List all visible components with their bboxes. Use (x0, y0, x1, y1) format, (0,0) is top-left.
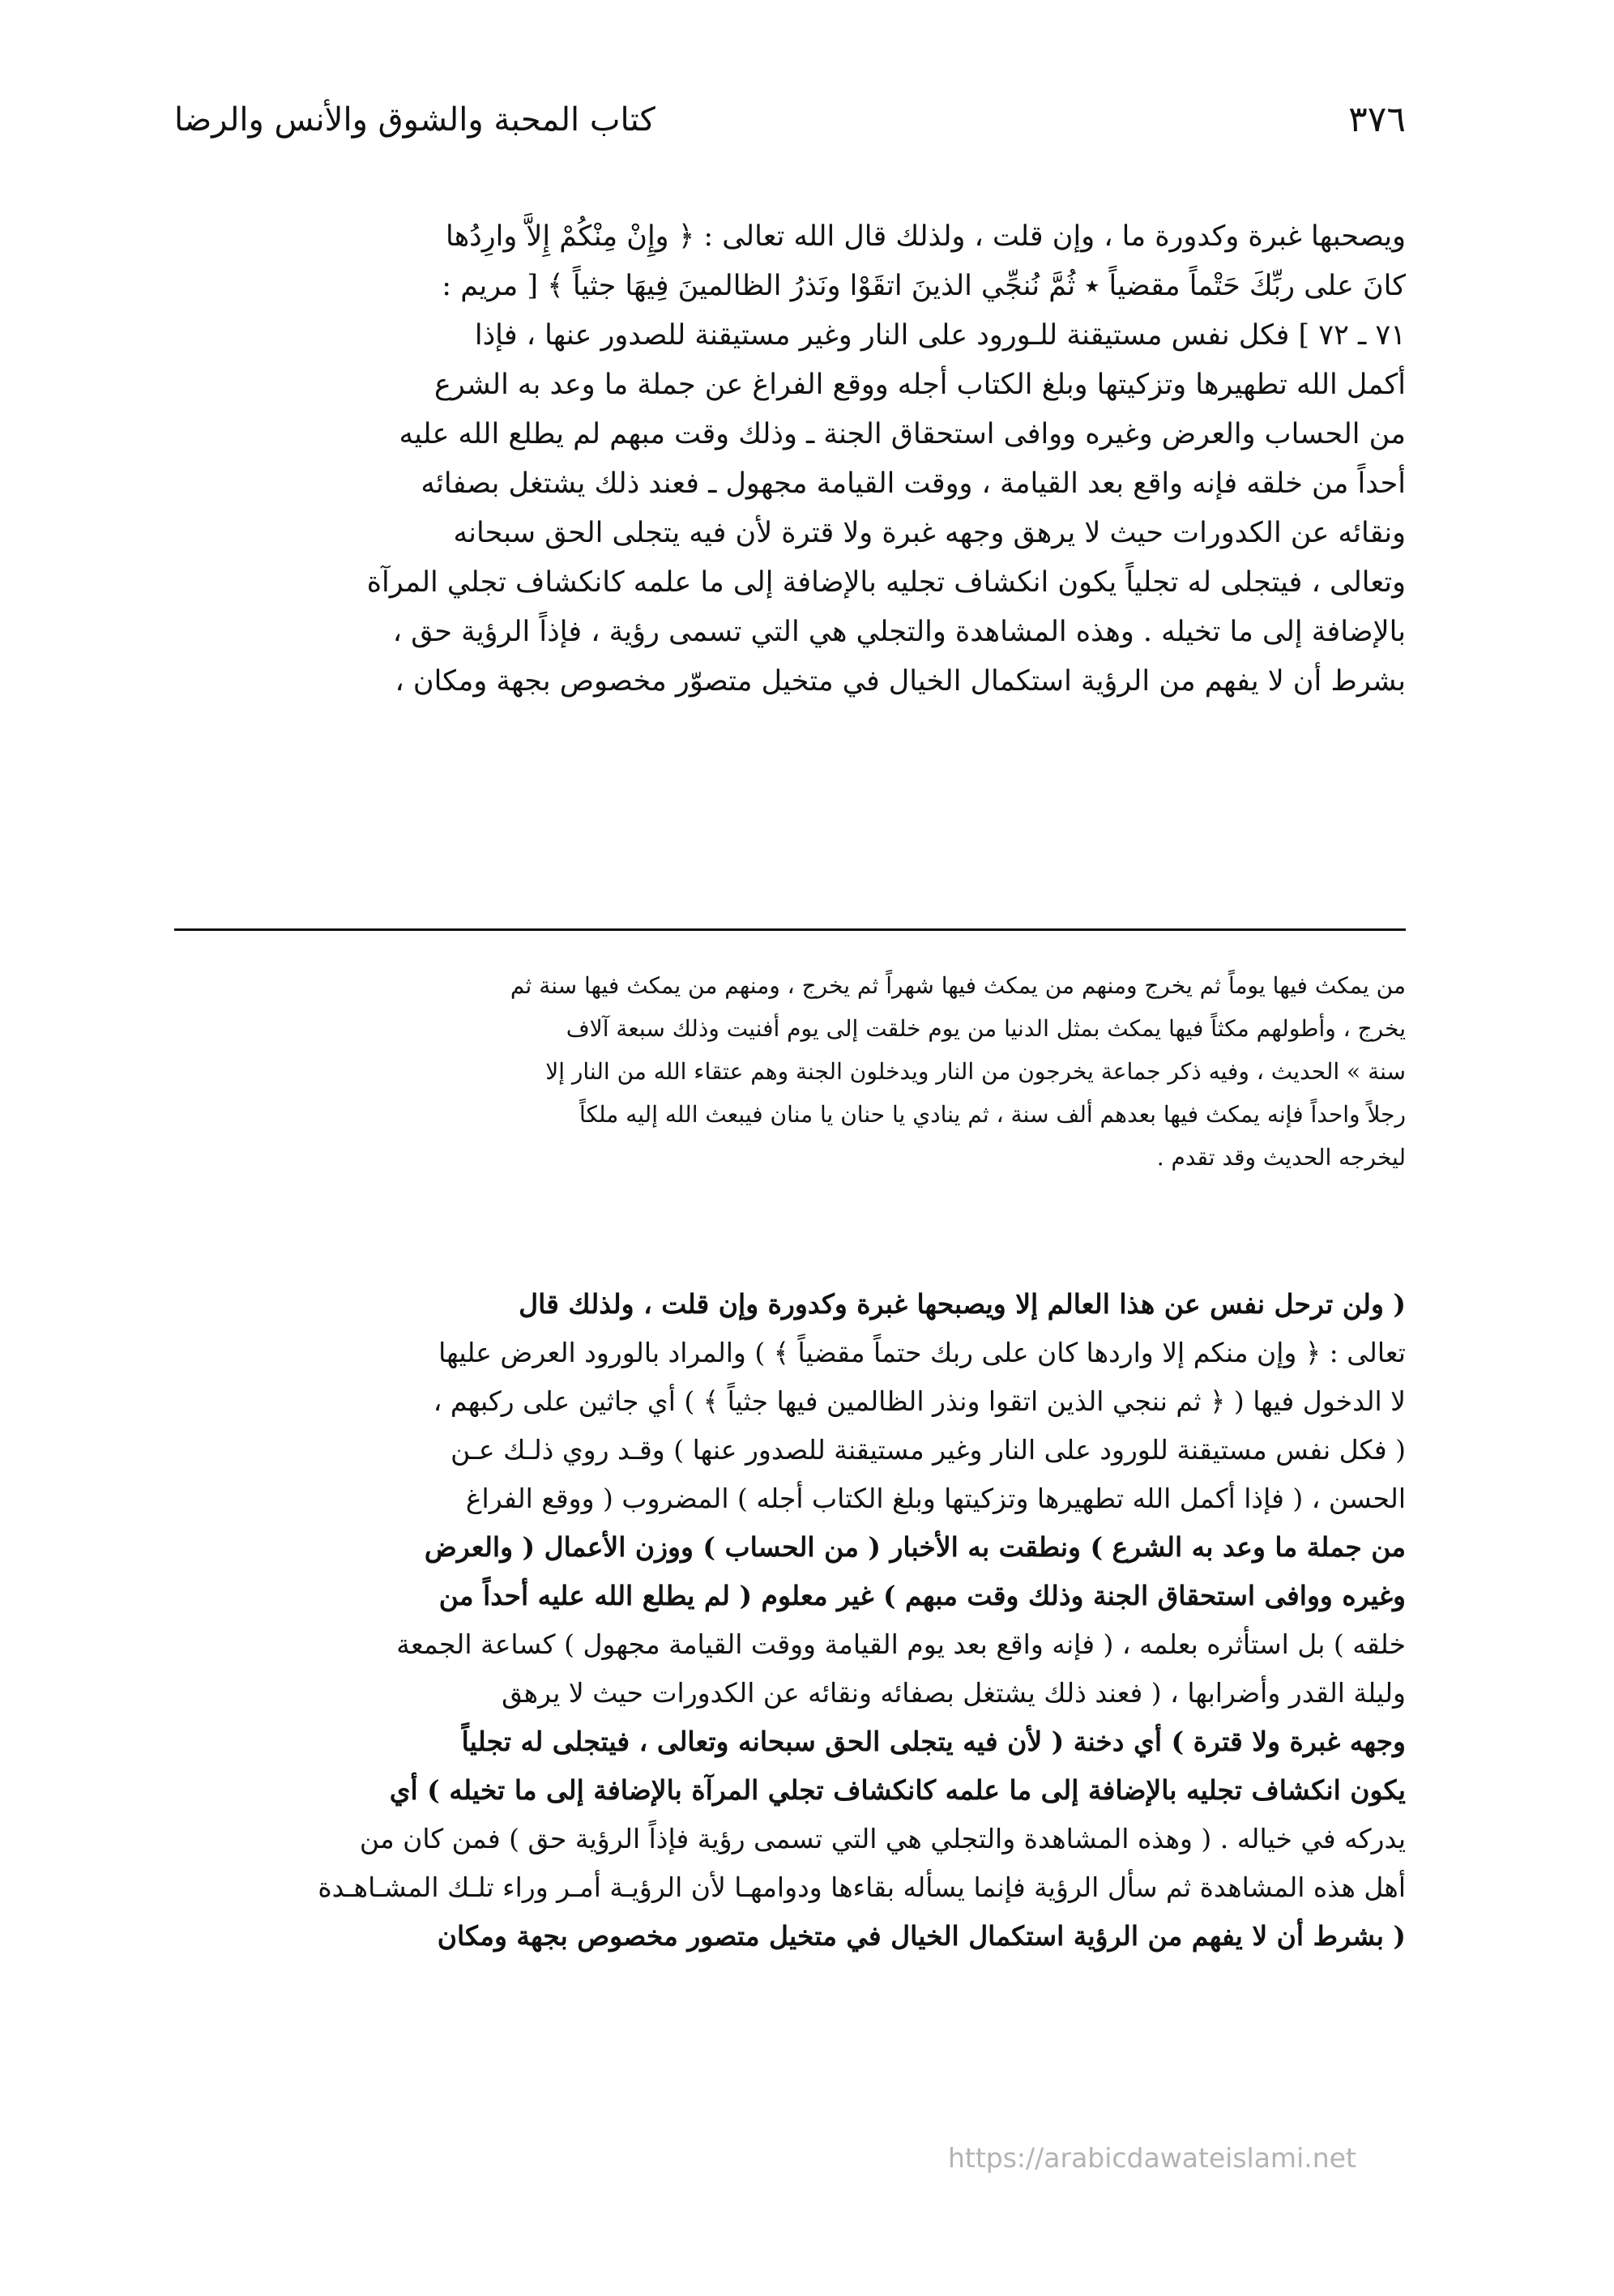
commentary-line: يكون انكشاف تجليه بالإضافة إلى ما علمه كانكشاف تجلي المرآة بالإضافة إلى ما تخيله ) أي (389, 1774, 1406, 1806)
main-text-line: وتعالى ، فيتجلى له تجلياً يكون انكشاف تجليه بالإضافة إلى ما علمه كانكشاف تجلي المرآة (366, 566, 1406, 599)
footnote-line: يخرج ، وأطولهم مكثاً فيها يمكث بمثل الدنيا من يوم خلقت إلى يوم أفنيت وذلك سبعة آلاف (566, 1015, 1406, 1042)
commentary (174, 1280, 1406, 1961)
main-text-line: ونقائه عن الكدورات حيث لا يرهق وجهه غبرة ولا قترة لأن فيه يتجلى الحق سبحانه (453, 517, 1406, 549)
main-text-line: ويصحبها غبرة وكدورة ما ، وإن قلت ، ولذلك قال الله تعالى : ﴿ وإِنْ مِنْكُمْ إِلاَّ وارِدُها (446, 220, 1406, 253)
commentary-line: من جملة ما وعد به الشرع ) ونطقت به الأخبار ( من الحساب ) ووزن الأعمال ( والعرض (424, 1531, 1406, 1563)
page-number: ٣٧٦ (1348, 99, 1406, 140)
commentary-line: ( فكل نفس مستيقنة للورود على النار وغير مستيقنة للصدور عنها ) وقـد روي ذلـك عـن (450, 1434, 1406, 1466)
footnote-line: من يمكث فيها يوماً ثم يخرج ومنهم من يمكث فيها شهراً ثم يخرج ، ومنهم من يمكث فيها سنة ثم (510, 972, 1406, 999)
watermark-url: https://arabicdawateislami.net (948, 2142, 1356, 2174)
commentary-line: وغيره ووافى استحقاق الجنة وذلك وقت مبهم ) غير معلوم ( لم يطلع الله عليه أحداً من (438, 1580, 1406, 1611)
commentary-line: تعالى : ﴿ وإن منكم إلا واردها كان على ربك حتماً مقضياً ﴾ ) والمراد بالورود العرض عليها (438, 1337, 1406, 1368)
footnote (174, 964, 1406, 1179)
main-text-line: بشرط أن لا يفهم من الرؤية استكمال الخيال في متخيل متصوّر مخصوص بجهة ومكان ، (395, 665, 1406, 698)
footnote-line: رجلاً واحداً فإنه يمكث فيها بعدهم ألف سنة ، ثم ينادي يا حنان يا منان فيبعث الله إليه ملكاً (579, 1101, 1406, 1128)
main-text-line: أحداً من خلقه فإنه واقع بعد القيامة ، ووقت القيامة مجهول ـ فعند ذلك يشتغل بصفائه (421, 467, 1406, 500)
main-text-line: أكمل الله تطهيرها وتزكيتها وبلغ الكتاب أجله ووقع الفراغ عن جملة ما وعد به الشرع (433, 369, 1406, 401)
main-text-line: كانَ على ربِّكَ حَتْماً مقضياً ٭ ثُمَّ نُنجِّي الذينَ اتقَوْا ونَذرُ الظالمينَ فِيهَا جثياً ﴾ [ مريم : (442, 270, 1406, 302)
commentary-line: الحسن ، ( فإذا أكمل الله تطهيرها وتزكيتها وبلغ الكتاب أجله ) المضروب ( ووقع الفراغ (465, 1483, 1406, 1514)
commentary-line: ( بشرط أن لا يفهم من الرؤية استكمال الخيال في متخيل متصور مخصوص بجهة ومكان (437, 1920, 1406, 1952)
footnote-line: سنة » الحديث ، وفيه ذكر جماعة يخرجون من النار ويدخلون الجنة وهم عتقاء الله من النار إلا (545, 1058, 1406, 1085)
book-title: كتاب المحبة والشوق والأنس والرضا (174, 101, 655, 139)
running-header (174, 96, 1406, 152)
commentary-line: خلقه ) بل استأثره بعلمه ، ( فإنه واقع بعد يوم القيامة ووقت القيامة مجهول ) كساعة الجمعة (396, 1628, 1406, 1660)
main-text-line: من الحساب والعرض وغيره ووافى استحقاق الجنة ـ وذلك وقت مبهم لم يطلع الله عليه (399, 418, 1406, 450)
main-text (174, 212, 1406, 706)
commentary-line: وليلة القدر وأضرابها ، ( فعند ذلك يشتغل بصفائه ونقائه عن الكدورات حيث لا يرهق (502, 1677, 1406, 1709)
commentary-line: وجهه غبرة ولا قترة ) أي دخنة ( لأن فيه يتجلى الحق سبحانه وتعالى ، فيتجلى له تجلياً (461, 1726, 1406, 1757)
footnote-line: ليخرجه الحديث وقد تقدم . (1156, 1144, 1406, 1171)
commentary-line: أهل هذه المشاهدة ثم سأل الرؤية فإنما يسأله بقاءها ودوامهـا لأن الرؤيـة أمـر وراء تلـك المشـاهـدة (318, 1871, 1406, 1903)
commentary-line: ( ولن ترحل نفس عن هذا العالم إلا ويصبحها غبرة وكدورة وإن قلت ، ولذلك قال (519, 1288, 1406, 1320)
commentary-line: لا الدخول فيها ( ﴿ ثم ننجي الذين اتقوا ونذر الظالمين فيها جثياً ﴾ ) أي جاثين على ركبهم ، (433, 1385, 1406, 1417)
main-text-line: بالإضافة إلى ما تخيله . وهذه المشاهدة والتجلي هي التي تسمى رؤية ، فإذاً الرؤية حق ، (392, 616, 1406, 648)
main-text-line: ٧١ ـ ٧٢ ] فكل نفس مستيقنة للـورود على النار وغير مستيقنة للصدور عنها ، فإذا (474, 319, 1406, 352)
commentary-line: يدركه في خياله . ( وهذه المشاهدة والتجلي هي التي تسمى رؤية فإذاً الرؤية حق ) فمن كان من (359, 1823, 1406, 1854)
footnote-divider (174, 928, 1406, 931)
